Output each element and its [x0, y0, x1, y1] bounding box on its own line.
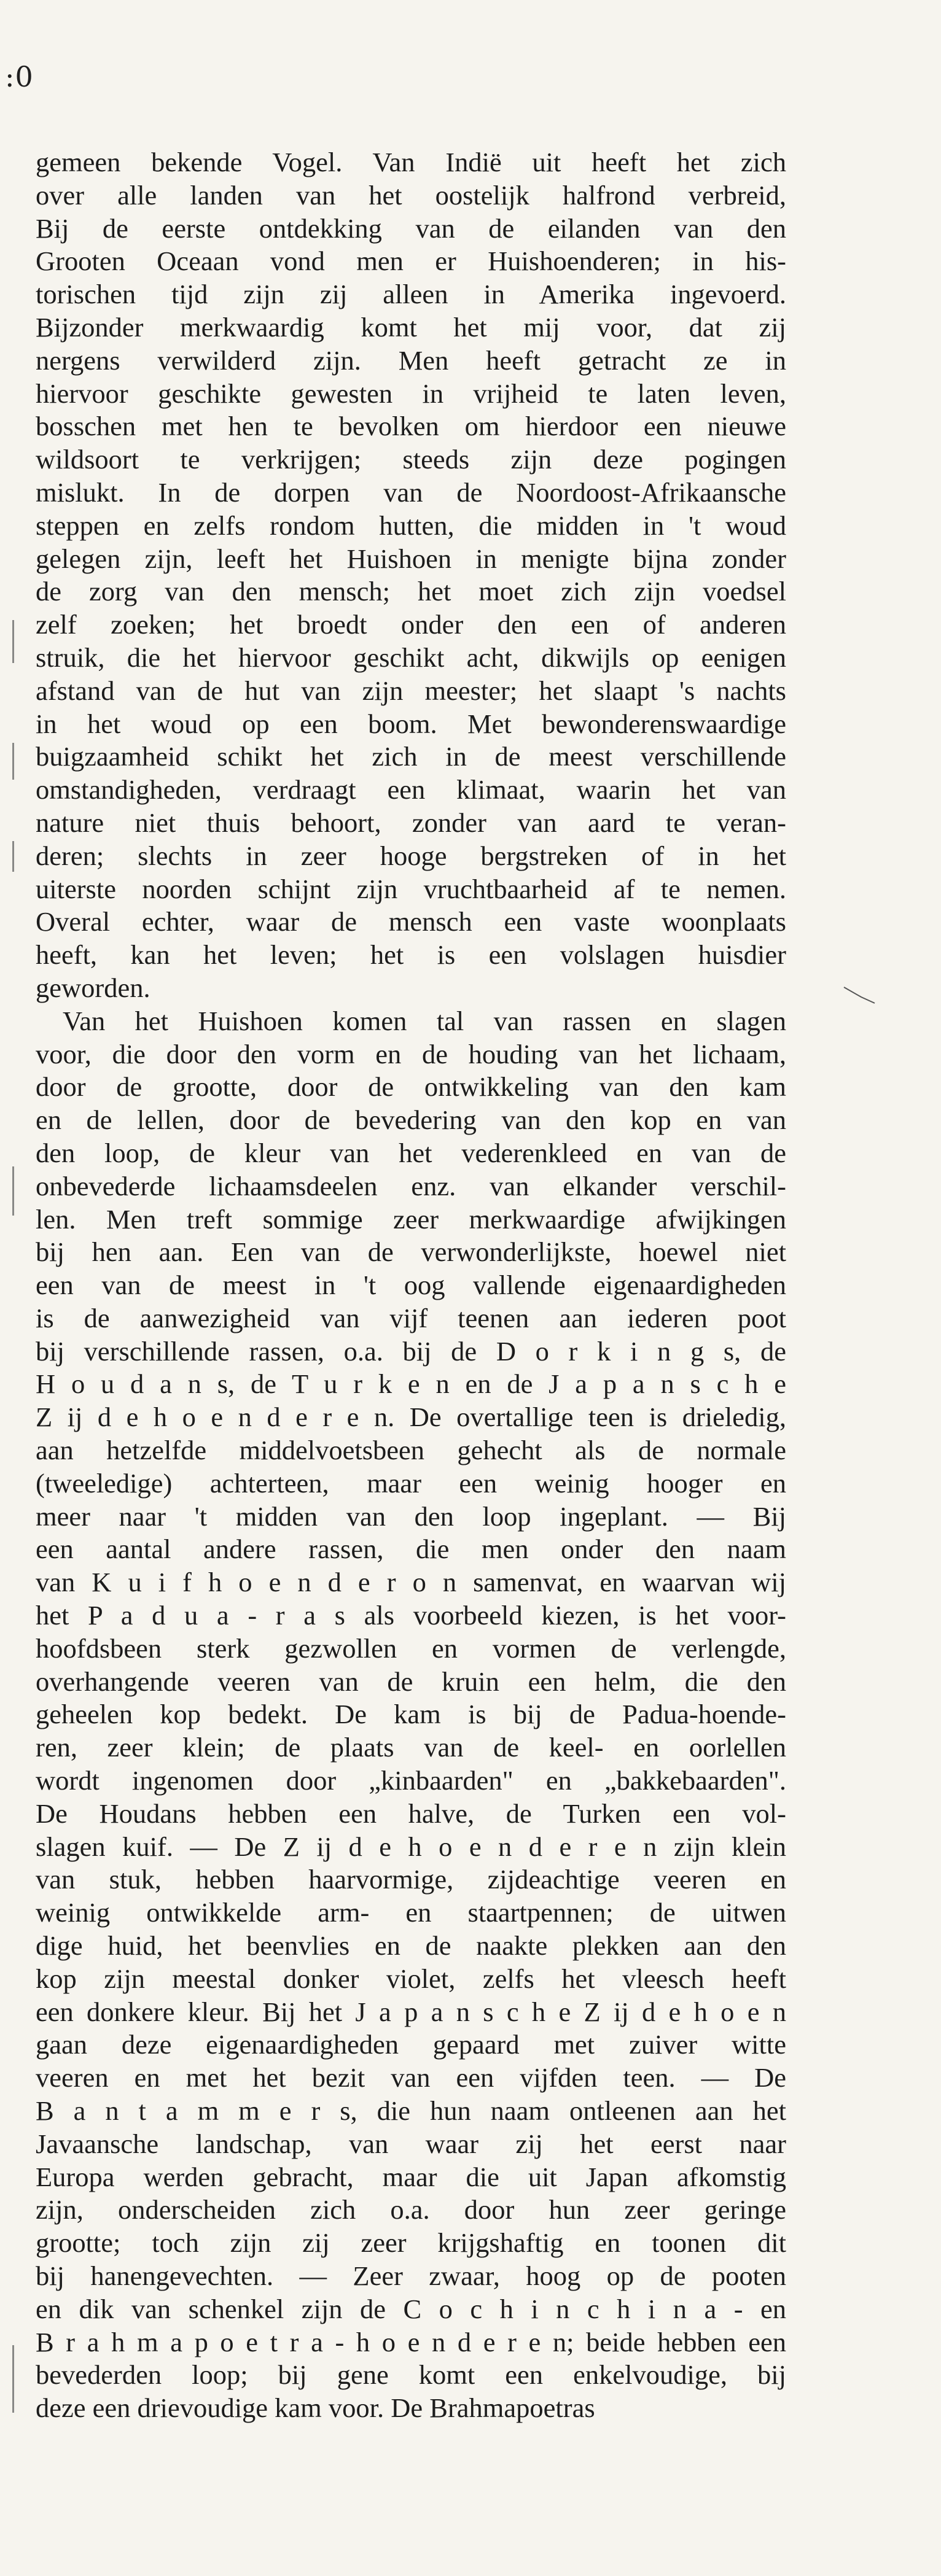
text-line: mislukt. In de dorpen van de Noordoost-Afrikaansche [36, 476, 786, 508]
text-line: buigzaamheid schikt het zich in de meest verschillende [36, 741, 786, 772]
text-line: Bij de eerste ontdekking van de eilanden van den [36, 212, 786, 244]
text-line: een donkere kleur. Bij het J a p a n s c h e Z ij d e h o e n [36, 1996, 786, 2027]
text-line: onbevederde lichaamsdeelen enz. van elkander verschil- [36, 1170, 786, 1201]
text-line: B r a h m a p o e t r a - h o e n d e r e n; beide hebben een [36, 2326, 786, 2357]
text-line: De Houdans hebben een halve, de Turken een vol- [36, 1798, 786, 1829]
text-line: Javaansche landschap, van waar zij het eerst naar [36, 2128, 786, 2159]
text-line: omstandigheden, verdraagt een klimaat, waarin het van [36, 774, 786, 805]
text-line: kop zijn meestal donker violet, zelfs het vleesch heeft [36, 1963, 786, 1994]
text-line: veeren en met het bezit van een vijfden teen. — De [36, 2062, 786, 2093]
text-line: Bijzonder merkwaardig komt het mij voor, dat zij [36, 311, 786, 343]
text-line: steppen en zelfs rondom hutten, die midden in 't woud [36, 510, 786, 541]
text-line: weinig ontwikkelde arm- en staartpennen; de uitwen [36, 1897, 786, 1928]
text-line: overhangende veeren van de kruin een helm, die den [36, 1666, 786, 1697]
text-line: van K u i f h o e n d e r o n samenvat, en waarvan wij [36, 1567, 786, 1598]
text-line: heeft, kan het leven; het is een volslagen huisdier [36, 939, 786, 971]
text-line: meer naar 't midden van den loop ingeplant. — Bij [36, 1500, 786, 1532]
text-line: hiervoor geschikte gewesten in vrijheid te laten leven, [36, 378, 786, 409]
text-line: slagen kuif. — De Z ij d e h o e n d e r e n zijn klein [36, 1831, 786, 1862]
text-line: hoofdsbeen sterk gezwollen en vormen de verlengde, [36, 1632, 786, 1664]
text-line: grootte; toch zijn zij zeer krijgshaftig en toonen dit [36, 2227, 786, 2259]
text-line: een aantal andere rassen, die men onder den naam [36, 1534, 786, 1565]
text-line: gaan deze eigenaardigheden gepaard met zuiver witte [36, 2029, 786, 2060]
text-line: zijn, onderscheiden zich o.a. door hun zeer geringe [36, 2194, 786, 2225]
text-line: den loop, de kleur van het vederenkleed en van de [36, 1137, 786, 1168]
text-line: aan hetzelfde middelvoetsbeen gehecht als de normale [36, 1435, 786, 1466]
text-line: bij hanengevechten. — Zeer zwaar, hoog op de pooten [36, 2260, 786, 2291]
text-line: over alle landen van het oostelijk halfrond verbreid, [36, 179, 786, 211]
text-line: is de aanwezigheid van vijf teenen aan iederen poot [36, 1302, 786, 1333]
text-line: dige huid, het beenvlies en de naakte plekken aan den [36, 1930, 786, 1961]
margin-mark-4 [12, 1166, 14, 1216]
text-line: (tweeledige) achterteen, maar een weinig hooger en [36, 1467, 786, 1499]
text-line: H o u d a n s, de T u r k e n en de J a p a n s c h e [36, 1368, 786, 1400]
text-line: geheelen kop bedekt. De kam is bij de Padua-hoende- [36, 1699, 786, 1730]
text-line: Grooten Oceaan vond men er Huishoenderen; in his- [36, 246, 786, 277]
text-line: wordt ingenomen door „kinbaarden" en „bakkebaarden". [36, 1765, 786, 1796]
text-line: het P a d u a - r a s als voorbeeld kiezen, is het voor- [36, 1600, 786, 1631]
margin-scratch-mark [843, 985, 877, 1006]
margin-mark-5 [12, 2345, 14, 2413]
text-line: van stuk, hebben haarvormige, zijdeachtige veeren en [36, 1864, 786, 1895]
margin-mark-3 [12, 841, 14, 872]
text-line: en de lellen, door de bevedering van den kop en van [36, 1104, 786, 1136]
text-line: bosschen met hen te bevolken om hierdoor een nieuwe [36, 411, 786, 442]
text-line: gemeen bekende Vogel. Van Indië uit heeft het zich [36, 147, 786, 177]
text-line: in het woud op een boom. Met bewonderenswaardige [36, 708, 786, 739]
page-number: :0 [5, 60, 34, 93]
text-line: bevederden loop; bij gene komt een enkelvoudige, bij [36, 2359, 786, 2391]
text-line: door de grootte, door de ontwikkeling van den kam [36, 1071, 786, 1103]
text-line: afstand van de hut van zijn meester; het slaapt 's nachts [36, 675, 786, 706]
text-line: Europa werden gebracht, maar die uit Japan afkomstig [36, 2161, 786, 2192]
text-line: een van de meest in 't oog vallende eigenaardigheden [36, 1270, 786, 1301]
text-line: nature niet thuis behoort, zonder van aard te veran- [36, 807, 786, 838]
text-line: voor, die door den vorm en de houding van het lichaam, [36, 1038, 786, 1069]
text-line: B a n t a m m e r s, die hun naam ontleenen aan het [36, 2095, 786, 2127]
text-line: de zorg van den mensch; het moet zich zijn voedsel [36, 576, 786, 607]
margin-mark-1 [12, 620, 14, 663]
text-line: bij verschillende rassen, o.a. bij de D o r k i n g s, de [36, 1335, 786, 1367]
text-line: len. Men treft sommige zeer merkwaardige afwijkingen [36, 1203, 786, 1235]
text-line: en dik van schenkel zijn de C o c h i n c h i n a - en [36, 2293, 786, 2324]
text-line: geworden. [36, 972, 150, 1003]
text-line: uiterste noorden schijnt zijn vruchtbaarheid af te nemen. [36, 873, 786, 904]
text-line: torischen tijd zijn zij alleen in Amerika ingevoerd. [36, 279, 786, 310]
margin-mark-2 [12, 743, 14, 780]
text-line: zelf zoeken; het broedt onder den een of anderen [36, 609, 786, 640]
text-line: wildsoort te verkrijgen; steeds zijn deze pogingen [36, 444, 786, 475]
text-line: bij hen aan. Een van de verwonderlijkste, hoewel niet [36, 1236, 786, 1268]
text-line: Van het Huishoen komen tal van rassen en slagen [63, 1005, 786, 1036]
text-line: ren, zeer klein; de plaats van de keel- en oorlellen [36, 1732, 786, 1763]
text-line: struik, die het hiervoor geschikt acht, dikwijls op eenigen [36, 642, 786, 673]
text-line: deze een drievoudige kam voor. De Brahmapoetras [36, 2392, 595, 2424]
text-line: gelegen zijn, leeft het Huishoen in menigte bijna zonder [36, 543, 786, 574]
body-text [36, 146, 786, 2425]
text-line: deren; slechts in zeer hooge bergstreken of in het [36, 840, 786, 871]
text-line: Z ij d e h o e n d e r e n. De overtallige teen is drieledig, [36, 1402, 786, 1433]
text-line: Overal echter, waar de mensch een vaste woonplaats [36, 906, 786, 937]
text-line: nergens verwilderd zijn. Men heeft getracht ze in [36, 344, 786, 376]
